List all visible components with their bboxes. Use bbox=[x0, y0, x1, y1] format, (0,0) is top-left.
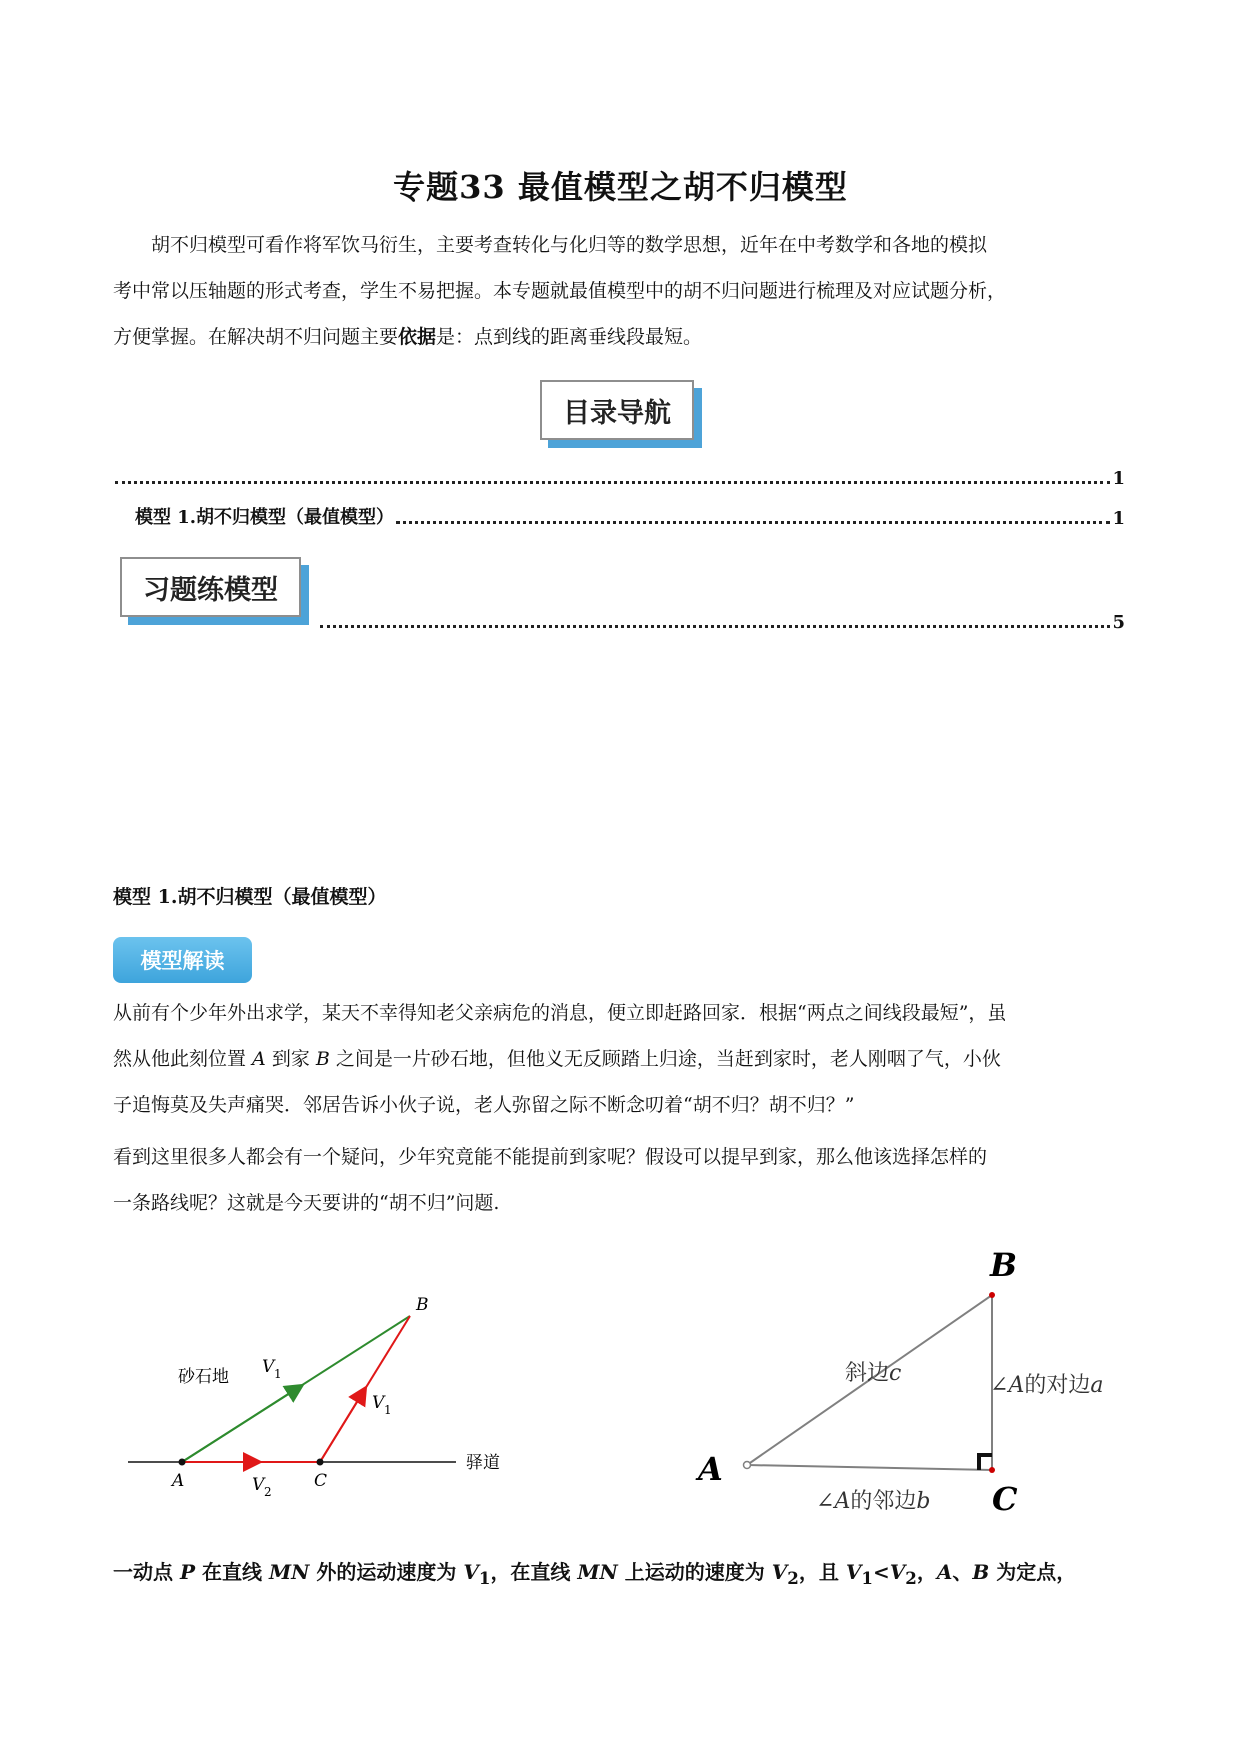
story-line-3: 子追悔莫及失声痛哭．邻居告诉小伙子说，老人弥留之际不断念叨着“胡不归？胡不归？” bbox=[113, 1094, 855, 1116]
point-a-label: A bbox=[172, 1471, 185, 1491]
toc-entry[interactable] bbox=[113, 468, 1125, 489]
subscript: 2 bbox=[905, 1568, 917, 1588]
story-text: 到家 bbox=[265, 1048, 316, 1070]
climb-path-arrow bbox=[320, 1392, 363, 1462]
page-title: 专题33 最值模型之胡不归模型 bbox=[393, 168, 848, 206]
toc-leader bbox=[396, 521, 1110, 524]
toc-leader bbox=[320, 625, 1110, 628]
var: MN bbox=[577, 1560, 618, 1584]
toc-leader bbox=[115, 481, 1110, 484]
story-point: B bbox=[315, 1048, 330, 1070]
label-part: 斜边 bbox=[845, 1361, 890, 1386]
v2-label: V bbox=[252, 1475, 265, 1495]
toc-page: 1 bbox=[1112, 508, 1125, 529]
vertex-c-label: C bbox=[992, 1480, 1018, 1518]
var: V bbox=[845, 1560, 862, 1584]
label-part: b bbox=[916, 1489, 931, 1514]
hypotenuse-label bbox=[845, 1361, 901, 1386]
subscript: 1 bbox=[478, 1568, 491, 1588]
label-part: 的邻边 bbox=[850, 1489, 917, 1514]
toc-page: 1 bbox=[1112, 468, 1125, 489]
story-text: 之间是一片砂石地，但他义无反顾踏上归途，当赶到家时，老人刚咽了气，小伙 bbox=[329, 1048, 1001, 1070]
text: 为定点， bbox=[989, 1560, 1077, 1584]
right-triangle-diagram bbox=[690, 1232, 1150, 1532]
problem-statement bbox=[113, 1556, 1076, 1588]
v1-label: V bbox=[372, 1393, 385, 1413]
story-line-4: 看到这里很多人都会有一个疑问，少年究竟能不能提前到家呢？假设可以提早到家，那么他该选择怎样的 bbox=[113, 1146, 988, 1168]
direct-path-arrow bbox=[182, 1388, 298, 1462]
label-part: ∠ bbox=[816, 1489, 835, 1514]
label-part: ∠ bbox=[990, 1373, 1009, 1398]
label-part: c bbox=[889, 1361, 902, 1386]
story-line-2 bbox=[113, 1036, 1135, 1082]
var: A bbox=[936, 1560, 953, 1584]
toc-label: 模型 1.胡不归模型（最值模型） bbox=[135, 507, 395, 528]
story-text: 然从他此刻位置 bbox=[113, 1048, 253, 1070]
story-point: A bbox=[252, 1048, 266, 1070]
var: P bbox=[179, 1560, 196, 1584]
exercise-badge: 习题练模型 bbox=[120, 557, 301, 617]
v1-subscript: 1 bbox=[384, 1403, 392, 1417]
label-part: 的对边 bbox=[1024, 1373, 1091, 1398]
label-part: A bbox=[1008, 1373, 1025, 1398]
story-line-1: 从前有个少年外出求学，某天不幸得知老父亲病危的消息，便立即赶路回家．根据“两点之间线段最短”，虽 bbox=[113, 1002, 1007, 1024]
text: 上运动的速度为 bbox=[617, 1560, 772, 1584]
var: V bbox=[771, 1560, 788, 1584]
intro-text: 是：点到线的距离垂线段最短。 bbox=[436, 326, 703, 348]
toc-entry[interactable] bbox=[135, 503, 1125, 529]
vertex-a-label: A bbox=[698, 1450, 723, 1488]
text: ，且 bbox=[798, 1560, 846, 1584]
v1-label: V bbox=[262, 1357, 275, 1377]
intro-line-3 bbox=[113, 314, 1145, 360]
adjacent-side-label bbox=[816, 1489, 930, 1514]
intro-text: 方便掌握。在解决胡不归问题主要 bbox=[113, 326, 399, 348]
intro-emphasis: 依据 bbox=[398, 326, 437, 348]
vertex-c bbox=[989, 1467, 995, 1473]
text: 外的运动速度为 bbox=[309, 1560, 464, 1584]
text: 在直线 bbox=[195, 1560, 269, 1584]
v2-subscript: 2 bbox=[264, 1485, 272, 1499]
toc-badge: 目录导航 bbox=[540, 380, 694, 440]
text: 一动点 bbox=[113, 1560, 180, 1584]
vertex-b-label: B bbox=[990, 1246, 1018, 1284]
point-c-dot bbox=[317, 1459, 324, 1466]
text: 、 bbox=[952, 1560, 973, 1584]
section-heading: 模型 1.胡不归模型（最值模型） bbox=[113, 886, 387, 908]
var: B bbox=[972, 1560, 990, 1584]
intro-line-1: 胡不归模型可看作将军饮马衍生，主要考查转化与化归等的数学思想，近年在中考数学和各地的模拟 bbox=[151, 234, 988, 256]
v1-subscript: 1 bbox=[274, 1367, 282, 1381]
label-part: a bbox=[1090, 1373, 1104, 1398]
speed-path-diagram bbox=[120, 1270, 540, 1510]
point-b-label: B bbox=[416, 1295, 429, 1315]
text: ，在直线 bbox=[490, 1560, 578, 1584]
toc-page: 5 bbox=[1112, 612, 1125, 633]
var: MN bbox=[268, 1560, 310, 1584]
vertex-b bbox=[989, 1292, 995, 1298]
story-line-5: 一条路线呢？这就是今天要讲的“胡不归”问题. bbox=[113, 1192, 500, 1214]
opposite-side-label bbox=[990, 1373, 1103, 1398]
var: V bbox=[889, 1560, 906, 1584]
var: V bbox=[463, 1560, 479, 1584]
road-label: 驿道 bbox=[466, 1453, 500, 1473]
point-c-label: C bbox=[314, 1471, 328, 1491]
subscript: 1 bbox=[861, 1568, 873, 1588]
sand-label: 砂石地 bbox=[178, 1367, 229, 1387]
point-a-dot bbox=[179, 1459, 186, 1466]
model-reading-pill: 模型解读 bbox=[113, 937, 252, 983]
subscript: 2 bbox=[787, 1568, 799, 1588]
text: ， bbox=[916, 1560, 937, 1584]
label-part: A bbox=[834, 1489, 851, 1514]
intro-line-2: 考中常以压轴题的形式考查，学生不易把握。本专题就最值模型中的胡不归问题进行梳理及对应试题分析， bbox=[113, 280, 1007, 302]
vertex-a bbox=[744, 1462, 751, 1469]
toc-entry[interactable] bbox=[318, 612, 1125, 633]
text: < bbox=[872, 1560, 890, 1584]
